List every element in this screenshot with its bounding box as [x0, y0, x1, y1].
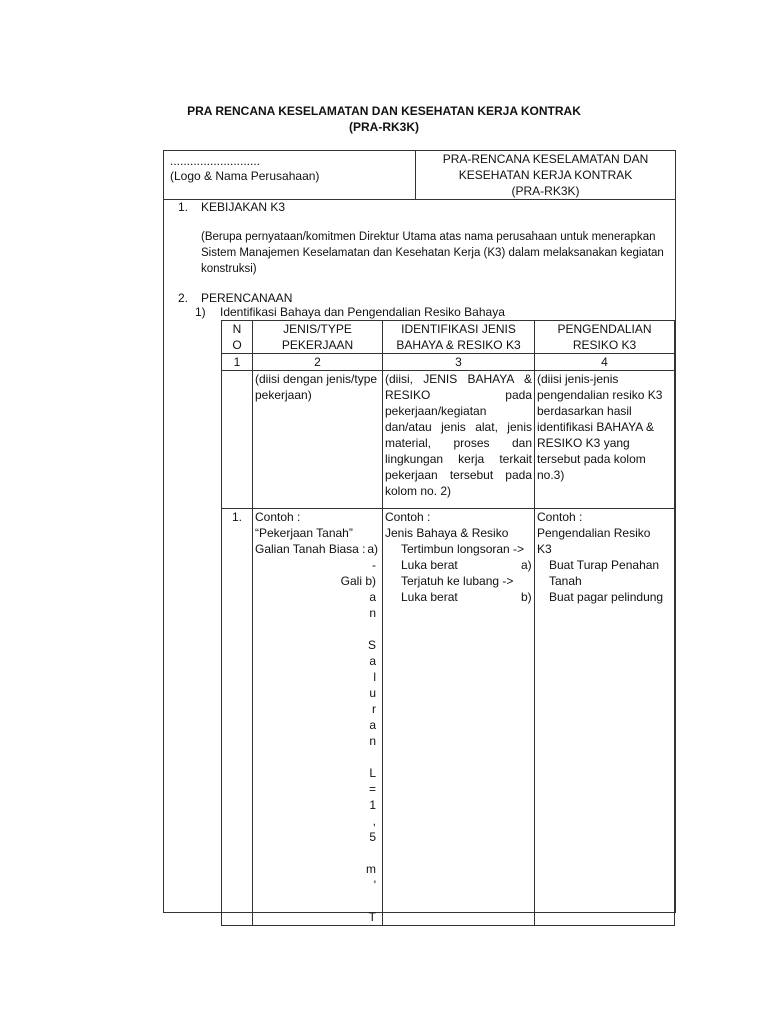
- header-pengendalian: [535, 321, 675, 354]
- vertical-char: m: [366, 862, 376, 876]
- example-identifikasi: [383, 509, 535, 926]
- header-no-line2: O: [232, 338, 242, 352]
- col-number: 4: [535, 354, 675, 371]
- header-jenis: [253, 321, 383, 354]
- vertical-char: [255, 621, 376, 637]
- guide-jenis: (diisi dengan jenis/type pekerjaan): [253, 371, 383, 509]
- form-title-block: [416, 151, 675, 199]
- vertical-char: a: [369, 590, 376, 604]
- vertical-char: ': [373, 878, 376, 892]
- company-dots: ...........................: [170, 154, 261, 168]
- vertical-char: L: [369, 766, 376, 780]
- header-no: [222, 321, 253, 354]
- subsection-number: 1): [195, 305, 206, 319]
- header-identifikasi: [383, 321, 535, 354]
- form-frame: [163, 150, 676, 924]
- section2-number: 2.: [178, 291, 189, 305]
- example-jenis-line2: “Pekerjaan Tanah”: [255, 526, 353, 540]
- example-jenis-vertical: [255, 557, 380, 925]
- example-ident-item-b: [385, 573, 532, 605]
- vertical-char: [255, 893, 376, 909]
- header-pengendalian-line2: RESIKO K3: [572, 338, 637, 352]
- example-jenis-marker: a): [367, 542, 378, 556]
- vertical-char: a: [369, 718, 376, 732]
- marker-a: a): [521, 558, 532, 572]
- document-title: PRA RENCANA KESELAMATAN DAN KESEHATAN KERJA KONTRAK: [187, 104, 581, 118]
- form-title-line3: (PRA-RK3K): [511, 184, 580, 198]
- section2-heading: PERENCANAAN: [201, 291, 293, 305]
- company-block: [170, 154, 319, 184]
- subsection-heading: Identifikasi Bahaya dan Pengendalian Resiko Bahaya: [220, 305, 505, 319]
- vertical-char: S: [367, 638, 376, 652]
- table-header-row: [222, 321, 675, 354]
- header-identifikasi-line1: IDENTIFIKASI JENIS: [401, 322, 516, 336]
- col-number: 1: [222, 354, 253, 371]
- vertical-char: =: [368, 782, 376, 796]
- document-subtitle: (PRA-RK3K): [349, 120, 419, 134]
- vertical-char: n: [369, 606, 376, 620]
- example-row: [222, 509, 675, 926]
- example-no: 1.: [222, 509, 253, 926]
- example-peng-line1: Contoh :: [537, 510, 583, 524]
- vertical-char: r: [372, 702, 376, 716]
- example-ident-a1: Tertimbun longsoran ->: [401, 542, 525, 556]
- col-number: 3: [383, 354, 535, 371]
- example-peng-b: Buat pagar pelindung: [549, 590, 664, 604]
- vertical-char: [255, 845, 376, 861]
- example-ident-b2: Luka berat: [401, 590, 458, 604]
- vertical-char: ,: [372, 814, 376, 828]
- header-jenis-line2: PEKERJAAN: [281, 338, 354, 352]
- example-peng-item-a: [537, 557, 672, 589]
- vertical-char: u: [369, 686, 376, 700]
- guide-identifikasi: (diisi, JENIS BAHAYA & RESIKO pada pekerjaan/kegiatan dan/atau jenis alat, jenis material, proses dan lingkungan kerja terkait pekerjaan tersebut pada kolom no. 2): [383, 371, 535, 509]
- vertical-char: Gali b): [340, 574, 376, 588]
- example-peng-line3: K3: [537, 542, 552, 556]
- vertical-char: a: [369, 654, 376, 668]
- company-label: (Logo & Nama Perusahaan): [170, 169, 320, 183]
- guide-pengendalian: (diisi jenis-jenis pengendalian resiko K3 berdasarkan hasil identifikasi BAHAYA & RESIKO K3 yang tersebut pada kolom no.3): [535, 371, 675, 509]
- example-jenis-line3: [255, 541, 380, 557]
- marker-b: b): [521, 590, 532, 604]
- vertical-char: T: [368, 910, 376, 924]
- example-ident-a2: Luka berat: [401, 558, 458, 572]
- example-peng-line2: Pengendalian Resiko: [537, 526, 651, 540]
- example-pengendalian: [521, 509, 675, 926]
- vertical-char: n: [369, 734, 376, 748]
- header-no-line1: N: [232, 322, 242, 336]
- vertical-char: 1: [369, 798, 376, 812]
- example-ident-line2: Jenis Bahaya & Resiko: [385, 526, 509, 540]
- col-number: 2: [253, 354, 383, 371]
- example-jenis-line1: Contoh :: [255, 510, 301, 524]
- example-jenis-label: Galian Tanah Biasa :: [255, 542, 366, 556]
- form-title-line2: KESEHATAN KERJA KONTRAK: [458, 168, 633, 182]
- form-header: [164, 151, 675, 200]
- guide-no: [222, 371, 253, 509]
- example-ident-b1: Terjatuh ke lubang ->: [401, 574, 514, 588]
- vertical-char: [255, 749, 376, 765]
- form-title-line1: PRA-RENCANA KESELAMATAN DAN: [442, 152, 649, 166]
- section1-paragraph: (Berupa pernyataan/komitmen Direktur Utama atas nama perusahaan untuk menerapkan Sistem Manajemen Keselamatan dan Kesehatan Kerja (K3) dalam melaksanakan kegiatan konstruksi): [201, 231, 664, 275]
- example-peng-a1: Buat Turap Penahan: [549, 558, 660, 572]
- header-identifikasi-line2: BAHAYA & RESIKO K3: [396, 338, 521, 352]
- column-number-row: [222, 354, 675, 371]
- example-jenis: [253, 509, 383, 926]
- example-peng-a2: Tanah: [549, 574, 582, 588]
- section1-number: 1.: [178, 200, 189, 214]
- section1-heading: KEBIJAKAN K3: [201, 200, 286, 214]
- guide-row: [222, 371, 675, 509]
- example-ident-line1: Contoh :: [385, 510, 431, 524]
- header-pengendalian-line1: PENGENDALIAN: [557, 322, 652, 336]
- example-ident-item-a: [385, 541, 532, 573]
- vertical-char: 5: [369, 830, 376, 844]
- vertical-char: -: [372, 558, 376, 572]
- vertical-char: l: [373, 670, 376, 684]
- hazard-table: [221, 320, 675, 926]
- header-jenis-line1: JENIS/TYPE: [283, 322, 352, 336]
